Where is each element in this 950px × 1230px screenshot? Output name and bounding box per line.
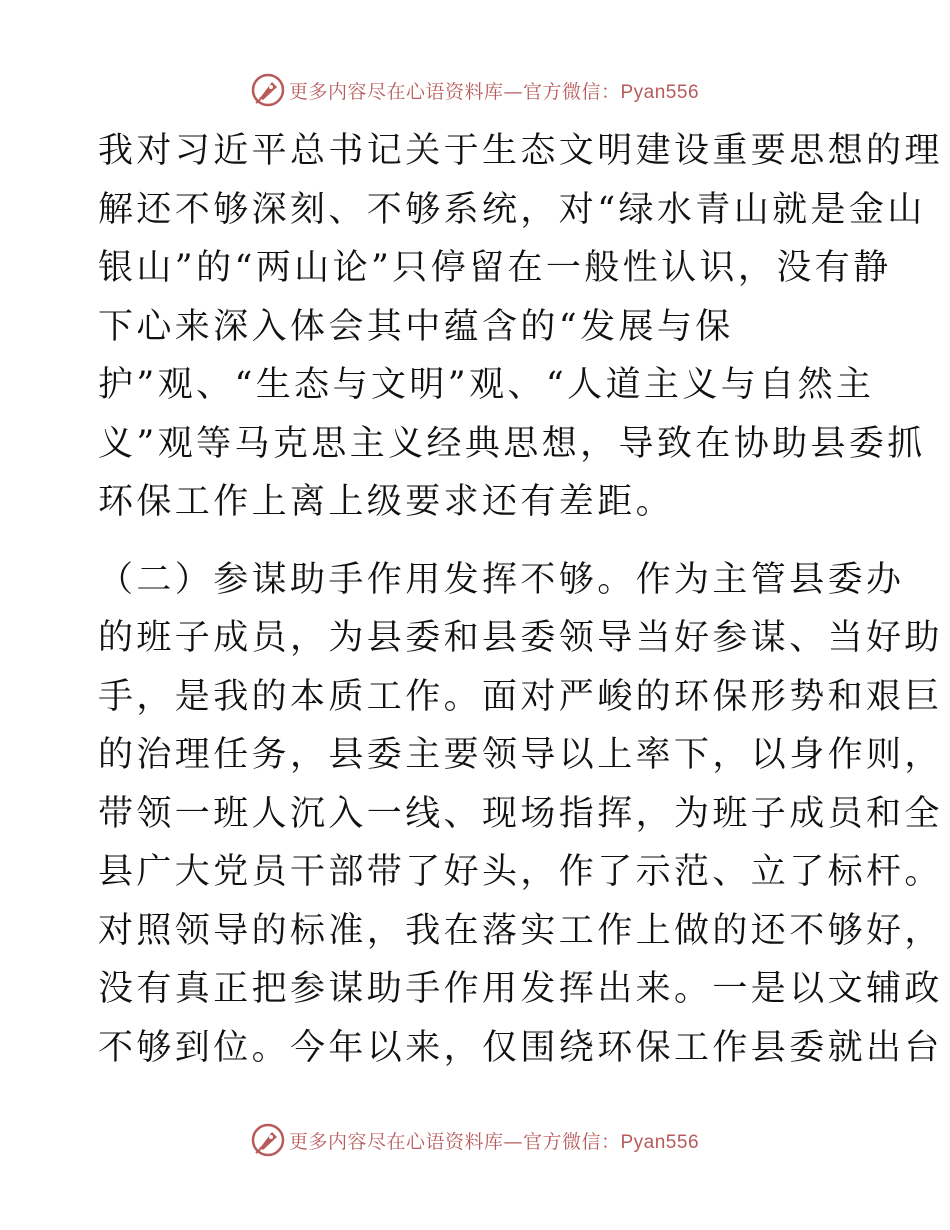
text-line: 环保工作上离上级要求还有差距。	[98, 482, 675, 522]
text-line: 护”观、“生态与文明”观、“人道主义与自然主	[98, 365, 875, 405]
text-line: 县广大党员干部带了好头，作了示范、立了标杆。	[98, 852, 943, 892]
header-banner	[0, 70, 950, 110]
text-line: 下心来深入体会其中蕴含的“发展与保	[98, 306, 734, 347]
banner-separator: —	[503, 1130, 523, 1153]
paragraph-gap	[98, 532, 858, 551]
banner-text	[289, 77, 699, 104]
text-line: 银山”的“两山论”只停留在一般性认识，没有静	[98, 248, 892, 288]
banner-wechat-id: Pyan556	[620, 1131, 700, 1153]
text-line: （二）参谋助手作用发挥不够。作为主管县委办	[98, 559, 905, 600]
text-line: 的班子成员，为县委和县委领导当好参谋、当好助	[98, 618, 943, 658]
text-line: 义”观等马克思主义经典思想，导致在协助县委抓	[98, 423, 926, 464]
banner-text	[289, 1127, 699, 1154]
banner-wechat-id: Pyan556	[620, 81, 700, 103]
banner-wechat-label: 官方微信：	[522, 80, 621, 103]
text-line: 我对习近平总书记关于生态文明建设重要思想的理	[98, 131, 943, 171]
banner-main-text: 更多内容尽在心语资料库	[288, 1130, 504, 1153]
document-body	[98, 122, 943, 1077]
text-line: 的治理任务，县委主要领导以上率下，以身作则，	[98, 735, 943, 775]
banner-separator: —	[503, 80, 523, 103]
pen-nib-logo-icon	[251, 1123, 285, 1157]
paragraph-2	[98, 551, 943, 1078]
pen-nib-logo-icon	[251, 73, 285, 107]
footer-banner	[0, 1120, 950, 1160]
text-line: 解还不够深刻、不够系统，对“绿水青山就是金山	[98, 189, 926, 230]
text-line: 不够到位。今年以来，仅围绕环保工作县委就出台	[98, 1027, 943, 1068]
banner-wechat-label: 官方微信：	[522, 1130, 621, 1153]
text-line: 对照领导的标准，我在落实工作上做的还不够好，	[98, 910, 943, 951]
text-line: 没有真正把参谋助手作用发挥出来。一是以文辅政	[98, 969, 943, 1009]
text-line: 带领一班人沉入一线、现场指挥，为班子成员和全	[98, 793, 943, 834]
text-line: 手，是我的本质工作。面对严峻的环保形势和艰巨	[98, 676, 943, 717]
banner-main-text: 更多内容尽在心语资料库	[288, 80, 504, 103]
paragraph-1	[98, 122, 943, 532]
